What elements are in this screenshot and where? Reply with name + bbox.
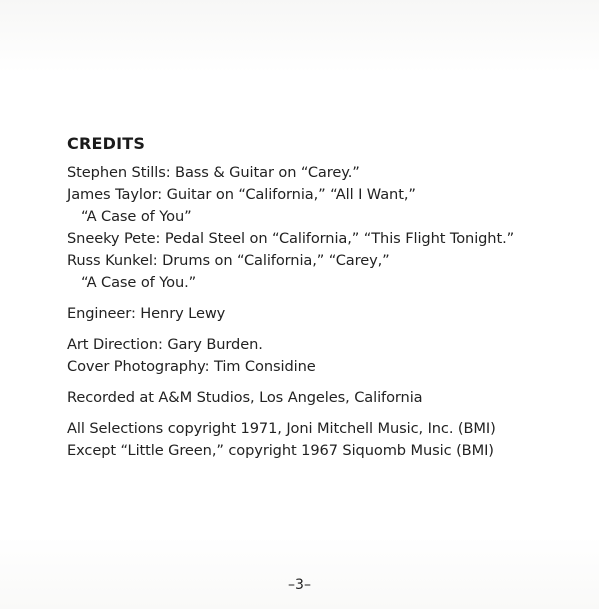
page-number: –3– bbox=[288, 577, 311, 593]
recording-location: Recorded at A&M Studios, Los Angeles, California bbox=[67, 389, 423, 406]
credit-line-sneeky-pete: Sneeky Pete: Pedal Steel on “California,” “This Flight Tonight.” bbox=[67, 230, 515, 247]
copyright-line-2: Except “Little Green,” copyright 1967 Siquomb Music (BMI) bbox=[67, 442, 494, 459]
credits-heading: CREDITS bbox=[67, 134, 146, 153]
spacer bbox=[67, 325, 567, 334]
credits-section bbox=[67, 134, 567, 462]
credit-line-taylor-cont: “A Case of You” bbox=[81, 208, 192, 225]
credit-line-kunkel-cont: “A Case of You.” bbox=[81, 274, 197, 291]
spacer bbox=[67, 294, 567, 303]
credit-line-stills: Stephen Stills: Bass & Guitar on “Carey.” bbox=[67, 164, 360, 181]
spacer bbox=[67, 409, 567, 418]
art-direction-credit: Art Direction: Gary Burden. bbox=[67, 336, 263, 353]
credit-line-kunkel: Russ Kunkel: Drums on “California,” “Carey,” bbox=[67, 252, 390, 269]
cover-photography-credit: Cover Photography: Tim Considine bbox=[67, 358, 316, 375]
credit-line-taylor: James Taylor: Guitar on “California,” “All I Want,” bbox=[67, 186, 416, 203]
spacer bbox=[67, 378, 567, 387]
engineer-credit: Engineer: Henry Lewy bbox=[67, 305, 226, 322]
copyright-line-1: All Selections copyright 1971, Joni Mitchell Music, Inc. (BMI) bbox=[67, 420, 496, 437]
